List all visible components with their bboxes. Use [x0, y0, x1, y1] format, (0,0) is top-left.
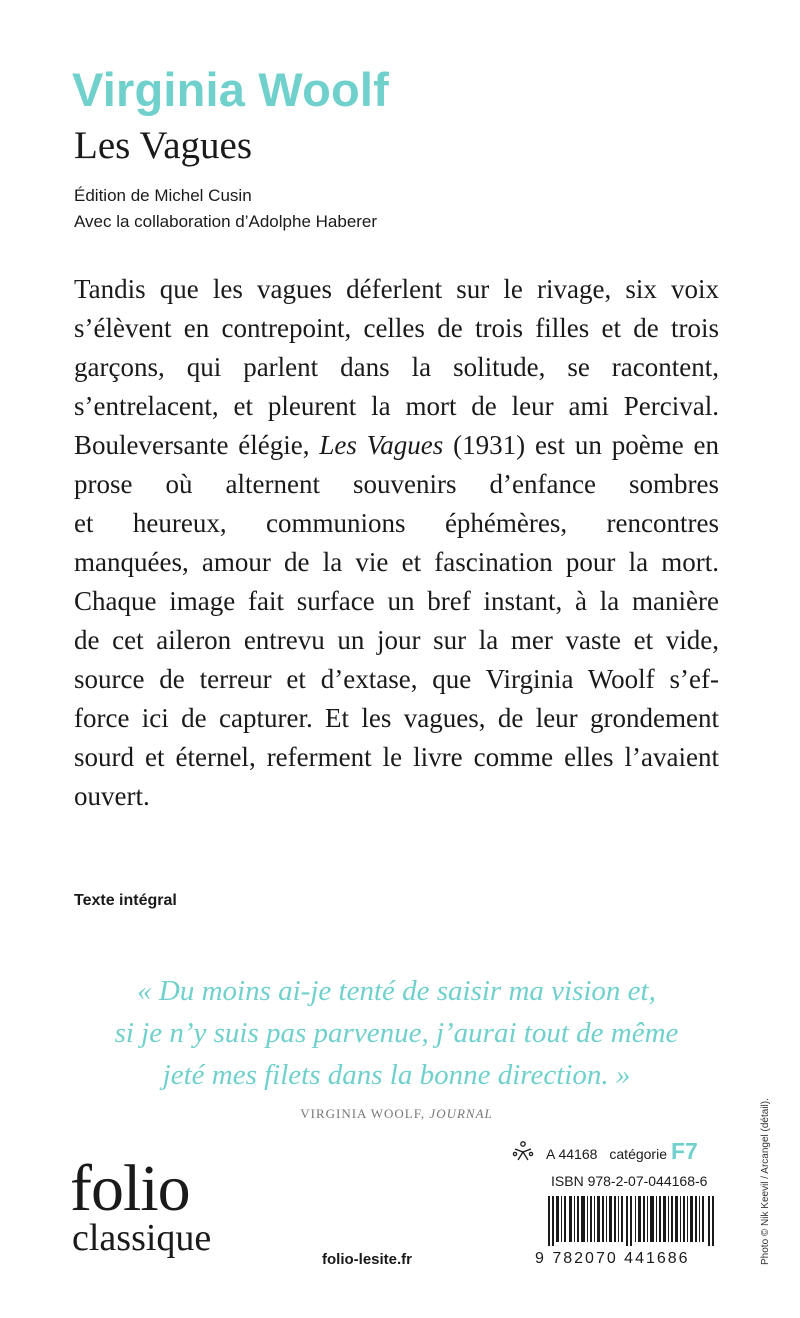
integral-text-label: Texte intégral: [74, 892, 177, 909]
blurb-text: Bouleversante élégie,: [74, 430, 310, 460]
logo-folio-word: folio: [70, 1152, 190, 1225]
author-name: Virginia Woolf: [72, 63, 390, 116]
blurb-line: s’élèvent en contrepoint, celles de trois filles et de trois: [74, 313, 719, 343]
barcode-number: 9 782070 441686: [535, 1250, 690, 1267]
folio-classique-logo: [70, 1152, 212, 1259]
catalog-row: [512, 1140, 718, 1162]
blurb-line: Tandis que les vagues déferlent sur le rivage, six voix: [74, 274, 719, 304]
collaboration-line: Avec la collaboration d’Adolphe Haberer: [74, 212, 378, 231]
juggler-icon: [512, 1140, 534, 1162]
publisher-website: folio-lesite.fr: [322, 1251, 413, 1268]
blurb-line: [74, 426, 719, 465]
pull-quote: [74, 970, 719, 1096]
back-cover-blurb: [74, 270, 719, 816]
blurb-line: force ici de capturer. Et les vagues, de leur grondement: [74, 703, 719, 733]
blurb-line: et heureux, communions éphémères, rencontres: [74, 508, 719, 538]
blurb-line: de cet aileron entrevu un jour sur la mer vaste et vide,: [74, 625, 719, 655]
blurb-book-title: Les Vagues: [319, 430, 444, 460]
blurb-line: manquées, amour de la vie et fascination pour la mort.: [74, 547, 719, 577]
edition-line: Édition de Michel Cusin: [74, 186, 252, 205]
barcode: [548, 1196, 718, 1246]
isbn-number: ISBN 978-2-07-044168-6: [551, 1173, 708, 1189]
catalog-code: A 44168: [546, 1146, 598, 1162]
blurb-line: sourd et éternel, referment le livre comme elles l’avaient: [74, 742, 719, 772]
category-code: F7: [670, 1138, 698, 1164]
blurb-line: source de terreur et d’extase, que Virginia Woolf s’ef-: [74, 664, 719, 694]
photo-credit: Photo © Nik Keevil / Arcangel (détail).: [760, 1098, 771, 1265]
quote-author: VIRGINIA WOOLF,: [300, 1106, 426, 1121]
blurb-line: prose où alternent souvenirs d’enfance sombres: [74, 469, 719, 499]
blurb-line: Chaque image fait surface un bref instant, à la manière: [74, 586, 719, 616]
blurb-line: garçons, qui parlent dans la solitude, se racontent,: [74, 352, 719, 382]
blurb-line: ouvert.: [74, 781, 150, 811]
blurb-line: s’entrelacent, et pleurent la mort de leur ami Percival.: [74, 391, 719, 421]
category-label: catégorie: [609, 1146, 667, 1162]
book-title: Les Vagues: [74, 124, 252, 167]
logo-classique-word: classique: [72, 1217, 212, 1259]
quote-attribution: [74, 1106, 719, 1122]
blurb-text: (1931) est un poème en: [453, 430, 720, 460]
quote-line: jeté mes filets dans la bonne direction. »: [162, 1059, 631, 1091]
edition-credits: [74, 183, 377, 235]
quote-line: « Du moins ai-je tenté de saisir ma vision et,: [137, 975, 656, 1007]
quote-source: JOURNAL: [429, 1106, 493, 1121]
quote-line: si je n’y suis pas parvenue, j’aurai tout de même: [114, 1017, 679, 1049]
